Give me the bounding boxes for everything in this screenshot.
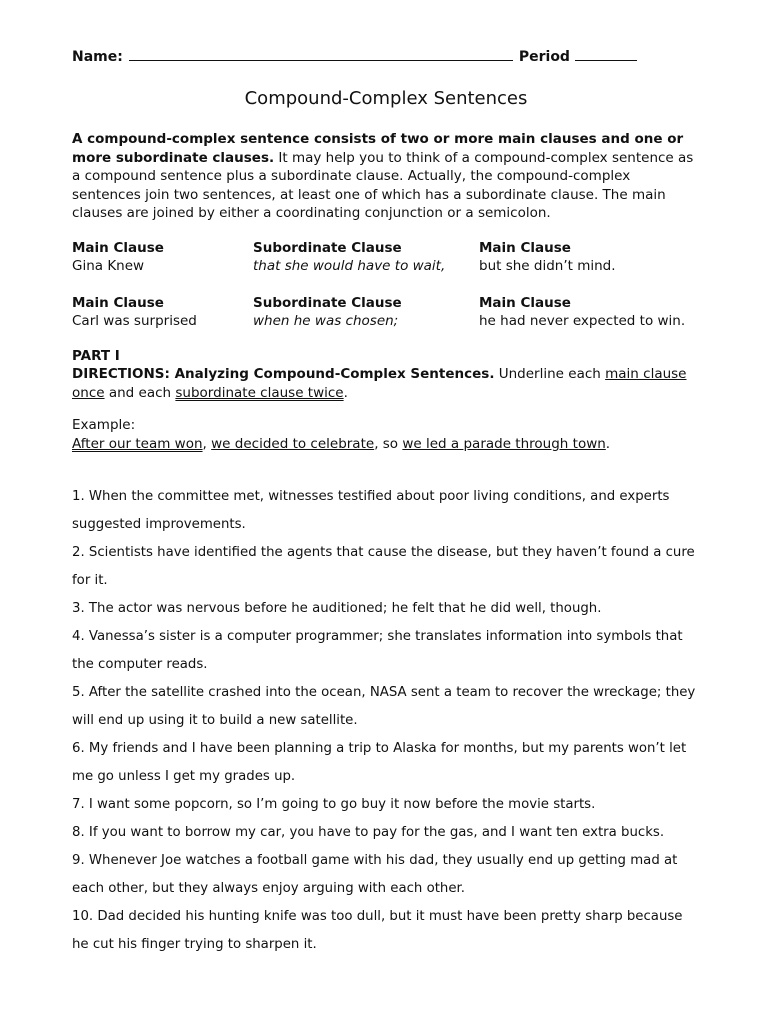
example-main-clause: we decided to celebrate (211, 435, 375, 452)
period-label: Period (518, 49, 570, 65)
example-punct: , (202, 435, 212, 452)
subordinate-clause-text: that she would have to wait, (253, 258, 446, 274)
exercise-item: 8. If you want to borrow my car, you have to pay for the gas, and I want ten extra bucks. (72, 825, 665, 840)
directions-text: and each (104, 384, 176, 401)
clause-header: Subordinate Clause (253, 294, 402, 311)
clause-example-1 (72, 239, 700, 276)
exercise-item: 3. The actor was nervous before he auditioned; he felt that he did well, though. (72, 601, 602, 616)
directions-bold: DIRECTIONS: Analyzing Compound-Complex Sentences. (72, 366, 495, 382)
exercise-item: 4. Vanessa’s sister is a computer programmer; she translates information into symbols that the computer reads. (72, 629, 683, 672)
directions-main-clause: main clause once (72, 366, 687, 401)
main-clause-text: but she didn’t mind. (479, 258, 616, 274)
example-subordinate-clause: After our team won (72, 435, 203, 452)
example-conjunction: , so (374, 435, 403, 452)
exercise-item: 9. Whenever Joe watches a football game with his dad, they usually end up getting mad at each other, but they always enjoy arguing with each other. (72, 853, 678, 896)
directions-text: Underline each (494, 366, 606, 382)
clause-header: Main Clause (72, 294, 164, 311)
exercise-item: 6. My friends and I have been planning a trip to Alaska for months, but my parents won’t let me go unless I get my grades up. (72, 741, 687, 784)
example-sentence (72, 435, 700, 454)
exercise-item: 2. Scientists have identified the agents that cause the disease, but they haven’t found a cure for it. (72, 545, 695, 588)
directions (72, 365, 700, 402)
clause-header: Main Clause (72, 239, 164, 256)
intro-rest: It may help you to think of a compound-complex sentence as a compound sentence plus a subordinate clause. Actually, the compound-complex sentences join two sentences, at least one of which has a subordinate clause. The main clauses are joined by either a coordinating conjunction or a semicolon. (72, 149, 694, 221)
name-blank[interactable] (129, 46, 513, 61)
example-label: Example: (72, 417, 136, 433)
name-period-line (72, 46, 700, 68)
clause-example-2 (72, 294, 700, 331)
main-clause-text: he had never expected to win. (479, 313, 686, 329)
page-title: Compound-Complex Sentences (244, 88, 528, 109)
example-main-clause: we led a parade through town (402, 435, 606, 452)
exercise-item: 1. When the committee met, witnesses testified about poor living conditions, and experts suggested improvements. (72, 489, 670, 532)
period-blank[interactable] (575, 46, 637, 61)
clause-header: Main Clause (479, 239, 571, 256)
intro-bold: A compound-complex sentence consists of two or more main clauses and one or more subordinate clauses. (72, 131, 684, 166)
exercise-item: 7. I want some popcorn, so I’m going to go buy it now before the movie starts. (72, 797, 596, 812)
subordinate-clause-text: when he was chosen; (253, 313, 399, 329)
directions-text: . (343, 384, 348, 401)
exercise-list (72, 483, 700, 959)
part-label: PART I (72, 347, 120, 364)
exercise-item: 10. Dad decided his hunting knife was too dull, but it must have been pretty sharp because he cut his finger trying to sharpen it. (72, 909, 683, 952)
main-clause-text: Carl was surprised (72, 313, 197, 329)
example-punct: . (605, 435, 611, 452)
worksheet-page (72, 46, 700, 959)
main-clause-text: Gina Knew (72, 258, 145, 274)
clause-header: Main Clause (479, 294, 571, 311)
directions-subordinate-clause: subordinate clause twice (175, 384, 344, 401)
intro-paragraph (72, 130, 700, 223)
exercise-item: 5. After the satellite crashed into the ocean, NASA sent a team to recover the wreckage; they will end up using it to build a new satellite. (72, 685, 696, 728)
name-label: Name: (72, 49, 123, 65)
example-block (72, 416, 700, 453)
clause-header: Subordinate Clause (253, 239, 402, 256)
